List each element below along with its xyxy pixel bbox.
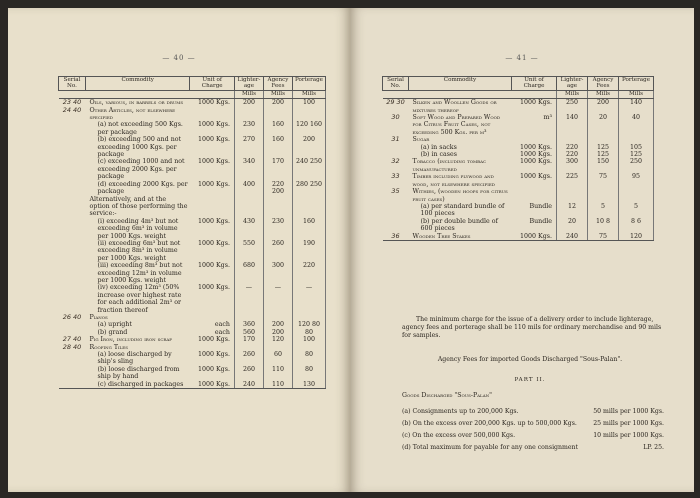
agency-fee-cell: 260 (263, 240, 292, 262)
table-row (383, 158, 654, 173)
unit-cell: 1000 Kgs. (197, 136, 230, 144)
commodity-cell: (iii) exceeding 8m³ but not exceeding 12m³ in volume per 1000 Kgs. weight (97, 262, 183, 284)
unit-cell: Bundle (529, 202, 552, 210)
agency-fee-cell: 230 (263, 218, 292, 240)
fee-label: (b) On the excess over 200,000 Kgs. up to 500,000 Kgs. (402, 420, 577, 427)
agency-fee-cell: 110 (263, 366, 292, 381)
right-tariff-table (382, 76, 654, 241)
mills-label: Mills (234, 90, 263, 98)
goods-heading: Goods Discharged "Sous-Palan" (402, 392, 492, 399)
fee-value: 25 mills per 1000 Kgs. (593, 420, 664, 427)
porterage-cell: 120 80 (292, 321, 325, 328)
porterage-cell (619, 136, 654, 143)
commodity-cell: (ii) exceeding 6m³ but not exceeding 8m³ in volume per 1000 Kgs. weight (97, 239, 181, 262)
lighterage-cell: 170 (234, 336, 263, 343)
table-row (59, 181, 326, 196)
agency-fee-cell: 125 (588, 144, 619, 151)
header-serial: Serial No. (383, 77, 409, 91)
mills-label: Mills (557, 90, 588, 98)
porterage-cell (292, 196, 325, 218)
lighterage-cell: 225 (557, 173, 588, 188)
lighterage-cell: 260 (234, 351, 263, 366)
commodity-cell: Pianos (89, 314, 108, 321)
unit-cell: 1000 Kgs. (197, 121, 230, 129)
table-row (59, 381, 326, 389)
lighterage-cell: 550 (234, 240, 263, 262)
lighterage-cell (557, 136, 588, 143)
table-row (383, 173, 654, 188)
unit-cell (512, 188, 557, 203)
header-lighterage: Lighter-age (557, 77, 588, 91)
table-row (59, 321, 326, 328)
serial-number: 35 (391, 187, 400, 196)
agency-fee-cell (588, 188, 619, 203)
porterage-cell (292, 107, 325, 122)
porterage-cell: 8 6 (619, 218, 654, 233)
serial-number: 30 (391, 113, 400, 122)
serial-number: 24 40 (62, 105, 82, 114)
fee-row (402, 442, 674, 454)
serial-number (59, 121, 86, 136)
serial-number (59, 351, 86, 366)
lighterage-cell: 270 (234, 136, 263, 158)
fee-row (402, 406, 674, 418)
agency-fee-cell (588, 136, 619, 143)
commodity-cell: Oils, various, in barrels or drums (89, 99, 184, 107)
porterage-cell (619, 188, 654, 203)
fees-list (402, 406, 674, 454)
table-row (59, 121, 326, 136)
agency-fee-cell: 200 (263, 321, 292, 328)
lighterage-cell: 250 (557, 99, 588, 114)
table-row (59, 314, 326, 321)
serial-number (59, 218, 86, 240)
minimum-charge-note: The minimum charge for the issue of a delivery order to include lighterage, agency fees and porterage shall be 110 mils for ordinary merchandise and 90 mils for samples. (402, 316, 662, 339)
serial-number (59, 196, 86, 218)
unit-cell: 1000 Kgs. (197, 284, 230, 292)
serial-number (383, 203, 409, 218)
agency-fee-cell (263, 196, 292, 218)
commodity-cell: Withies, (wooden hoops for citrus fruit cases) (412, 188, 508, 203)
lighterage-cell: 220 (557, 144, 588, 151)
porterage-cell: 120 (619, 233, 654, 241)
table-row (383, 144, 654, 151)
lighterage-cell: 360 (234, 321, 263, 328)
agency-fee-cell: 75 (588, 173, 619, 188)
porterage-cell: 140 (619, 99, 654, 114)
lighterage-cell: 230 (234, 121, 263, 136)
agency-fee-cell (263, 344, 292, 351)
table-row (383, 188, 654, 203)
unit-cell: each (214, 328, 230, 336)
table-row (59, 366, 326, 381)
header-porterage: Porterage (292, 77, 325, 91)
header-serial: Serial No. (59, 77, 86, 91)
unit-cell: 1000 Kgs. (520, 158, 552, 166)
table-row (59, 218, 326, 240)
agency-fee-cell: 150 (588, 158, 619, 173)
porterage-cell: 190 (292, 240, 325, 262)
serial-number: 27 40 (62, 335, 82, 344)
porterage-cell: 120 160 (292, 121, 325, 136)
agency-fee-cell: 120 (263, 336, 292, 343)
unit-cell: 1000 Kgs. (512, 233, 557, 241)
serial-number (59, 321, 86, 328)
lighterage-cell: 20 (557, 218, 588, 233)
lighterage-cell (234, 107, 263, 122)
unit-cell (190, 107, 235, 122)
unit-cell: 1000 Kgs. (520, 143, 552, 151)
unit-cell: 1000 Kgs. (520, 173, 552, 181)
commodity-cell: (a) in sacks (420, 143, 457, 151)
porterage-cell: 250 (619, 158, 654, 173)
porterage-cell (292, 344, 325, 351)
agency-fee-cell: — (263, 284, 292, 314)
lighterage-cell: 680 (234, 262, 263, 284)
commodity-cell: (b) grand (97, 328, 128, 336)
commodity-cell: (b) per double bundle of 600 pieces (420, 217, 498, 233)
porterage-cell: 80 (292, 329, 325, 336)
commodity-cell: (a) upright (97, 321, 132, 329)
porterage-cell: 280 250 (292, 181, 325, 196)
serial-number (59, 381, 86, 389)
mills-label: Mills (292, 90, 325, 98)
table-row (383, 151, 654, 158)
unit-cell: 1000 Kgs. (197, 180, 230, 188)
lighterage-cell: 300 (557, 158, 588, 173)
porterage-cell: — (292, 284, 325, 314)
lighterage-cell: 220 (557, 151, 588, 158)
agency-fee-cell (263, 107, 292, 122)
agency-fee-cell: 110 (263, 381, 292, 389)
right-page (350, 8, 694, 492)
table-row (383, 114, 654, 136)
unit-cell (190, 196, 235, 218)
lighterage-cell: 140 (557, 114, 588, 136)
agency-fee-cell (263, 314, 292, 321)
lighterage-cell (557, 188, 588, 203)
header-agency: Agency Fees (588, 77, 619, 91)
commodity-cell: Timber including plywood and wood, not elsewhere specified (412, 173, 495, 188)
fee-value: 50 mills per 1000 Kgs. (593, 408, 664, 415)
lighterage-cell: 400 (234, 181, 263, 196)
table-row (59, 284, 326, 314)
unit-cell: 1000 Kgs. (520, 151, 552, 159)
serial-number (59, 366, 86, 381)
lighterage-cell: 12 (557, 203, 588, 218)
left-page (8, 8, 350, 492)
porterage-cell: 95 (619, 173, 654, 188)
commodity-cell: Soft Wood and Prepared Wood for Citrus Fruit Cases, not exceeding 500 Kgs. per m³ (412, 114, 501, 136)
porterage-cell: 105 (619, 144, 654, 151)
table-row (59, 158, 326, 180)
agency-fee-cell: 200 (263, 329, 292, 336)
table-row (59, 196, 326, 218)
table-row (383, 203, 654, 218)
serial-number (59, 181, 86, 196)
agency-fee-cell: 160 (263, 136, 292, 158)
agency-fee-cell: 5 (588, 203, 619, 218)
commodity-cell: (b) loose discharged from ship by hand (97, 365, 180, 381)
table-row (383, 99, 654, 114)
commodity-cell: Other Articles, not elsewhere specified (89, 106, 176, 122)
commodity-cell: (a) loose discharged by ship's sling (97, 351, 172, 366)
commodity-cell: (iv) exceeding 12m³ (50% increase over highest rate for each additional 2m³ or fraction thereof (97, 284, 182, 314)
table-row (59, 262, 326, 284)
lighterage-cell: 240 (234, 381, 263, 389)
lighterage-cell (234, 196, 263, 218)
porterage-cell: 130 (292, 381, 325, 389)
fee-row (402, 430, 674, 442)
commodity-cell: (b) in cases (420, 151, 457, 159)
unit-cell (190, 314, 235, 321)
lighterage-cell: 260 (234, 366, 263, 381)
commodity-cell: Alternatively, and at the option of those performing the service:- (89, 195, 188, 218)
serial-number (59, 262, 86, 284)
table-row (59, 136, 326, 158)
commodity-cell: (d) exceeding 2000 Kgs. per package (97, 180, 188, 196)
commodity-cell: Silken and Woollen Goods or mixtures thereof (412, 99, 497, 114)
porterage-cell: 40 (619, 114, 654, 136)
agency-fee-cell: 200 (588, 99, 619, 114)
fee-label: (c) On the excess over 500,000 Kgs. (402, 432, 516, 439)
porterage-cell: 240 250 (292, 158, 325, 180)
porterage-cell: 80 (292, 366, 325, 381)
commodity-cell: (i) exceeding 4m³ but not exceeding 6m³ in volume per 1000 Kgs. weight (97, 217, 179, 240)
table-row (59, 99, 326, 107)
mills-label: Mills (588, 90, 619, 98)
table-row (383, 218, 654, 233)
commodity-cell: Wooden Tree Stakes (409, 233, 512, 241)
unit-cell: each (214, 321, 230, 329)
table-row (59, 336, 326, 343)
unit-cell (190, 344, 235, 351)
serial-number: 36 (383, 233, 409, 241)
porterage-cell: 100 (292, 99, 325, 107)
commodity-cell: Sugar (412, 136, 430, 144)
table-row (59, 344, 326, 351)
serial-number (383, 218, 409, 233)
unit-cell: m³ (543, 114, 552, 122)
agency-fee-cell: 200 (263, 99, 292, 107)
serial-number: 28 40 (62, 342, 82, 351)
commodity-cell: (c) exceeding 1000 and not exceeding 2000 Kgs. per package (97, 158, 185, 181)
unit-cell: 1000 Kgs. (197, 158, 230, 166)
serial-number (59, 158, 86, 180)
porterage-cell: 100 (292, 336, 325, 343)
part-label: PART II. (514, 377, 546, 383)
lighterage-cell: 340 (234, 158, 263, 180)
commodity-cell: (a) per standard bundle of 100 pieces (420, 202, 505, 218)
porterage-cell: 160 (292, 218, 325, 240)
unit-cell: 1000 Kgs. (197, 262, 230, 270)
unit-cell: 1000 Kgs. (190, 381, 235, 389)
left-page-number: — 40 — (162, 54, 196, 62)
serial-number (383, 144, 409, 151)
serial-number: 32 (391, 157, 400, 166)
serial-number: 23 40 (62, 98, 82, 107)
unit-cell: 1000 Kgs. (197, 351, 230, 359)
agency-fee-cell: 20 (588, 114, 619, 136)
commodity-cell: (a) not exceeding 500 Kgs. per package (97, 121, 183, 136)
header-commodity: Commodity (86, 77, 190, 91)
commodity-cell: (b) exceeding 500 and not exceeding 1000 Kgs. per package (97, 136, 182, 159)
fee-value: 10 mills per 1000 Kgs. (593, 432, 664, 439)
lighterage-cell: — (234, 284, 263, 314)
unit-cell: 1000 Kgs. (197, 365, 230, 373)
commodity-cell: Pig Iron, including iron scrap (89, 336, 172, 344)
table-row (383, 233, 654, 241)
agency-fee-cell: 220 200 (263, 181, 292, 196)
unit-cell: 1000 Kgs. (197, 239, 230, 247)
header-agency: Agency Fees (263, 77, 292, 91)
serial-number: 31 (391, 135, 400, 144)
unit-cell: 1000 Kgs. (197, 217, 230, 225)
porterage-cell: 5 (619, 203, 654, 218)
unit-cell: 1000 Kgs. (520, 99, 552, 107)
header-unit: Unit of Charge (512, 77, 557, 91)
unit-cell: 1000 Kgs. (197, 99, 230, 107)
serial-number (59, 136, 86, 158)
porterage-cell: 200 (292, 136, 325, 158)
table-row (383, 136, 654, 143)
serial-number: 26 40 (62, 313, 82, 321)
agency-fee-cell: 60 (263, 351, 292, 366)
lighterage-cell: 240 (557, 233, 588, 241)
lighterage-cell: 560 (234, 329, 263, 336)
fee-label: (a) Consignments up to 200,000 Kgs. (402, 408, 519, 415)
header-unit: Unit of Charge (190, 77, 235, 91)
porterage-cell (292, 314, 325, 321)
commodity-cell: Roofing Tiles (89, 343, 128, 351)
commodity-cell: (c) discharged in packages (86, 381, 190, 389)
fee-row (402, 418, 674, 430)
open-booklet (8, 8, 694, 492)
agency-fee-cell: 170 (263, 158, 292, 180)
fee-label: (d) Total maximum for payable for any one consignment (402, 444, 578, 451)
agency-fee-cell: 125 (588, 151, 619, 158)
table-row (59, 240, 326, 262)
lighterage-cell (234, 344, 263, 351)
unit-cell (512, 136, 557, 143)
serial-number (59, 284, 86, 314)
serial-number (59, 240, 86, 262)
serial-number: 33 (391, 172, 400, 181)
porterage-cell: 220 (292, 262, 325, 284)
table-row (59, 329, 326, 336)
lighterage-cell: 430 (234, 218, 263, 240)
porterage-cell: 125 (619, 151, 654, 158)
header-porterage: Porterage (619, 77, 654, 91)
porterage-cell: 80 (292, 351, 325, 366)
lighterage-cell: 200 (234, 99, 263, 107)
agency-fee-cell: 300 (263, 262, 292, 284)
unit-cell: Bundle (529, 217, 552, 225)
lighterage-cell (234, 314, 263, 321)
commodity-cell: Tobacco (including tombac unmanufactured (412, 158, 487, 173)
agency-fees-title: Agency Fees for imported Goods Discharged "Sous-Palan". (437, 356, 623, 363)
left-tariff-table (58, 76, 326, 389)
header-commodity: Commodity (409, 77, 512, 91)
serial-number: 29 30 (386, 98, 405, 107)
agency-fee-cell: 160 (263, 121, 292, 136)
agency-fee-cell: 10 8 (588, 218, 619, 233)
agency-fee-cell: 75 (588, 233, 619, 241)
fee-value: LP. 25. (643, 444, 664, 451)
mills-label: Mills (263, 90, 292, 98)
unit-cell: 1000 Kgs. (197, 336, 230, 344)
right-page-number: — 41 — (505, 54, 539, 62)
header-lighterage: Lighter-age (234, 77, 263, 91)
mills-label: Mills (619, 90, 654, 98)
table-row (59, 107, 326, 122)
table-row (59, 351, 326, 366)
